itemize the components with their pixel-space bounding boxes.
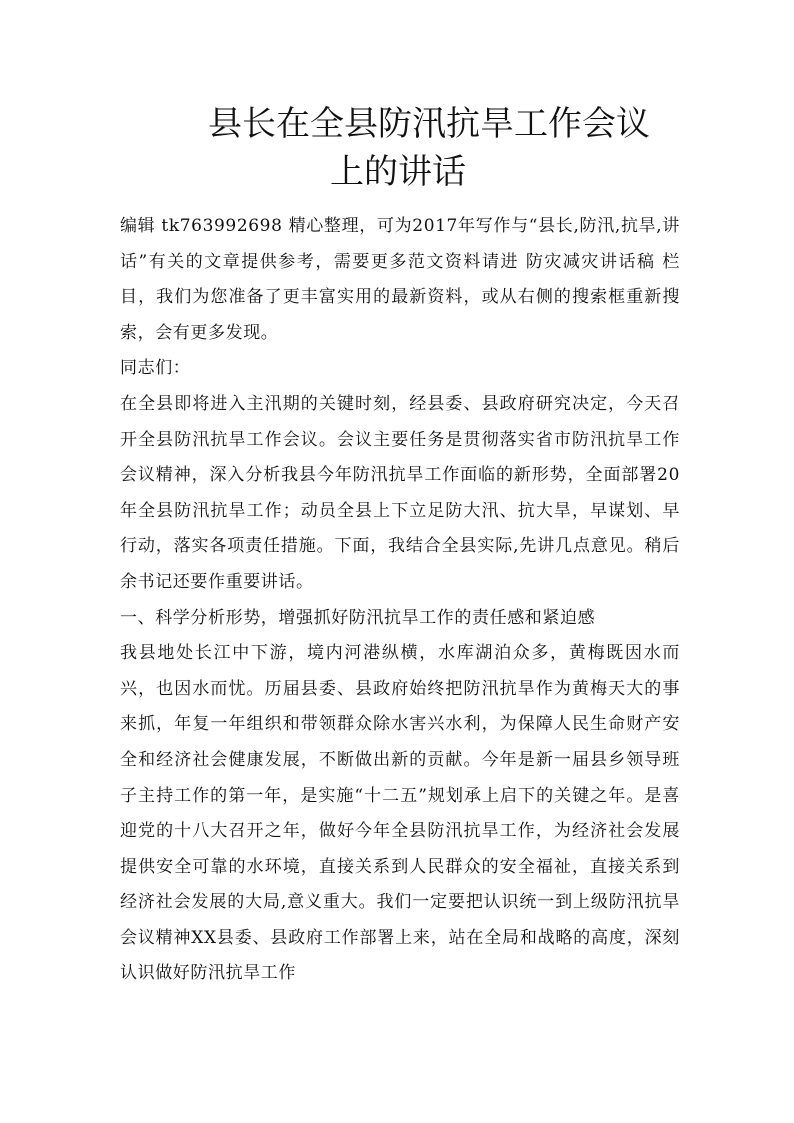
title-line-2: 上的讲话: [330, 152, 466, 192]
opening-paragraph: 在全县即将进入主汛期的关键时刻，经县委、县政府研究决定，今天召开全县防汛抗旱工作会议。会议主要任务是贯彻落实省市防汛抗旱工作会议精神，深入分析我县今年防汛抗旱工作面临的新形势，全面部署20年全县防汛抗旱工作；动员全县上下立足防大汛、抗大旱，早谋划、早行动，落实各项责任措施。下面，我结合全县实际,先讲几点意见。稍后余书记还要作重要讲话。: [120, 393, 680, 592]
title-line-1: 县长在全县防汛抗旱工作会议: [208, 104, 650, 144]
document-body: [120, 209, 680, 992]
document-title: [120, 100, 720, 196]
intro-paragraph: 编辑 tk763992698 精心整理，可为2017年写作与“县长,防汛,抗旱,讲话”有关的文章提供参考，需要更多范文资料请进 防灾减灾讲话稿 栏目，我们为您准备了更丰富实用的最新资料，或从右侧的搜索框重新搜索，会有更多发现。: [120, 216, 680, 343]
section-heading-1: 一、科学分析形势，增强抓好防汛抗旱工作的责任感和紧迫感: [120, 607, 596, 628]
salutation: 同志们：: [120, 358, 191, 379]
section-1-paragraph: 我县地处长江中下游，境内河港纵横，水库湖泊众多，黄梅既因水而兴，也因水而忧。历届县委、县政府始终把防汛抗旱作为黄梅天大的事来抓，年复一年组织和带领群众除水害兴水利，为保障人民生命财产安全和经济社会健康发展，不断做出新的贡献。今年是新一届县乡领导班子主持工作的第一年，是实施“十二五”规划承上启下的关键之年。是喜迎党的十八大召开之年，做好今年全县防汛抗旱工作，为经济社会发展提供安全可靠的水环境，直接关系到人民群众的安全福祉，直接关系到经济社会发展的大局,意义重大。我们一定要把认识统一到上级防汛抗旱会议精神XX县委、县政府工作部署上来，站在全局和战略的高度，深刻认识做好防汛抗旱工作: [120, 643, 680, 984]
